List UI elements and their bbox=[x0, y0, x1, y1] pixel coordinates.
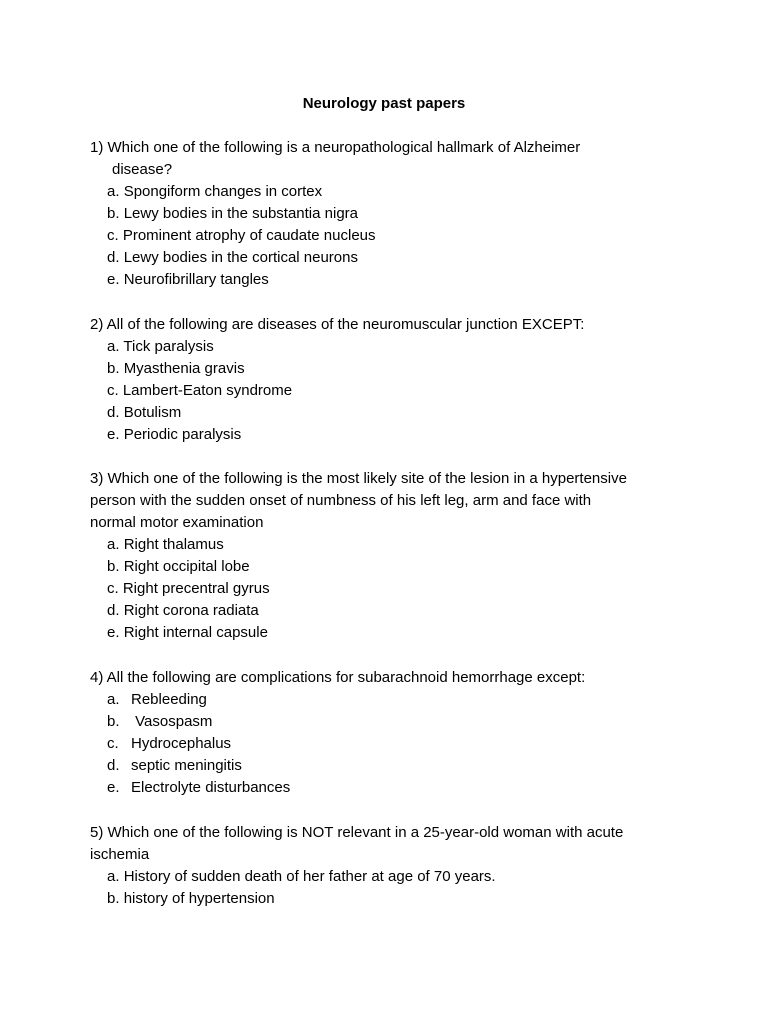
question-3-options bbox=[107, 534, 707, 644]
option-text: Lambert-Eaton syndrome bbox=[122, 382, 293, 400]
option-letter: d. bbox=[107, 404, 120, 422]
option-e bbox=[107, 269, 707, 291]
option-c bbox=[107, 733, 707, 755]
option-text: Lewy bodies in the cortical neurons bbox=[123, 249, 358, 267]
document-title: Neurology past papers bbox=[302, 95, 466, 112]
option-letter: e. bbox=[107, 271, 120, 289]
option-text: history of hypertension bbox=[123, 890, 275, 908]
option-letter: b. bbox=[107, 890, 120, 908]
option-letter: a. bbox=[107, 183, 120, 200]
option-text: Rebleeding bbox=[131, 691, 207, 708]
option-e bbox=[107, 424, 707, 446]
option-c bbox=[107, 578, 707, 600]
option-c bbox=[107, 225, 707, 247]
option-d bbox=[107, 402, 707, 424]
option-text: Myasthenia gravis bbox=[123, 360, 245, 378]
option-letter: b. bbox=[107, 360, 120, 378]
option-letter: c. bbox=[107, 227, 119, 245]
option-text: Right thalamus bbox=[123, 536, 224, 553]
option-text: Hydrocephalus bbox=[131, 735, 232, 753]
question-line: 4) All the following are complications for subarachnoid hemorrhage except: bbox=[90, 669, 586, 686]
question-line: ischemia bbox=[90, 846, 150, 863]
option-a bbox=[107, 336, 707, 358]
option-letter: e. bbox=[107, 779, 120, 797]
question-line: 1) Which one of the following is a neuropathological hallmark of Alzheimer bbox=[90, 139, 581, 156]
option-a bbox=[107, 534, 707, 556]
option-letter: b. bbox=[107, 713, 120, 731]
question-1-text bbox=[90, 137, 690, 181]
option-letter: a. bbox=[107, 338, 120, 355]
option-text: Right internal capsule bbox=[123, 624, 268, 642]
option-b bbox=[107, 711, 707, 733]
question-line: 2) All of the following are diseases of the neuromuscular junction EXCEPT: bbox=[90, 316, 585, 333]
option-letter: a. bbox=[107, 691, 120, 708]
option-text: Right occipital lobe bbox=[123, 558, 250, 576]
option-letter: b. bbox=[107, 205, 120, 223]
option-text: History of sudden death of her father at age of 70 years. bbox=[123, 868, 496, 885]
option-d bbox=[107, 600, 707, 622]
option-text: Neurofibrillary tangles bbox=[123, 271, 269, 289]
question-3-text bbox=[90, 468, 690, 534]
question-1-options bbox=[107, 181, 707, 291]
option-b bbox=[107, 358, 707, 380]
option-d bbox=[107, 755, 707, 777]
option-text: Botulism bbox=[123, 404, 182, 422]
option-letter: d. bbox=[107, 757, 120, 775]
question-5-text bbox=[90, 822, 690, 866]
question-4-text bbox=[90, 667, 690, 689]
option-text: Lewy bodies in the substantia nigra bbox=[123, 205, 359, 223]
question-4-options bbox=[107, 689, 707, 799]
option-letter: e. bbox=[107, 624, 120, 642]
option-letter: c. bbox=[107, 382, 119, 400]
option-text: Periodic paralysis bbox=[123, 426, 242, 444]
option-text: Tick paralysis bbox=[123, 338, 214, 355]
option-text: septic meningitis bbox=[131, 757, 242, 775]
option-letter: a. bbox=[107, 536, 120, 553]
option-text: Electrolyte disturbances bbox=[131, 779, 291, 797]
option-letter: a. bbox=[107, 868, 120, 885]
option-b bbox=[107, 888, 707, 910]
option-a bbox=[107, 689, 707, 711]
option-letter: c. bbox=[107, 580, 119, 598]
question-2-text bbox=[90, 314, 690, 336]
option-letter: d. bbox=[107, 602, 120, 620]
option-b bbox=[107, 203, 707, 225]
option-text: Right precentral gyrus bbox=[122, 580, 270, 598]
question-line: disease? bbox=[112, 161, 173, 178]
question-line: person with the sudden onset of numbness of his left leg, arm and face with bbox=[90, 492, 592, 509]
option-letter: e. bbox=[107, 426, 120, 444]
question-2-options bbox=[107, 336, 707, 446]
question-line: 5) Which one of the following is NOT relevant in a 25-year-old woman with acute bbox=[90, 824, 624, 841]
option-d bbox=[107, 247, 707, 269]
option-text: Prominent atrophy of caudate nucleus bbox=[122, 227, 376, 245]
option-letter: c. bbox=[107, 735, 119, 753]
option-text: Vasospasm bbox=[131, 713, 213, 731]
option-letter: d. bbox=[107, 249, 120, 267]
option-letter: b. bbox=[107, 558, 120, 576]
option-text: Right corona radiata bbox=[123, 602, 259, 620]
option-c bbox=[107, 380, 707, 402]
option-text: Spongiform changes in cortex bbox=[123, 183, 323, 200]
option-b bbox=[107, 556, 707, 578]
option-e bbox=[107, 622, 707, 644]
question-line: normal motor examination bbox=[90, 514, 264, 531]
option-a bbox=[107, 866, 707, 888]
option-a bbox=[107, 181, 707, 203]
question-5-options bbox=[107, 866, 707, 910]
option-e bbox=[107, 777, 707, 799]
question-line: 3) Which one of the following is the most likely site of the lesion in a hypertensive bbox=[90, 470, 627, 487]
